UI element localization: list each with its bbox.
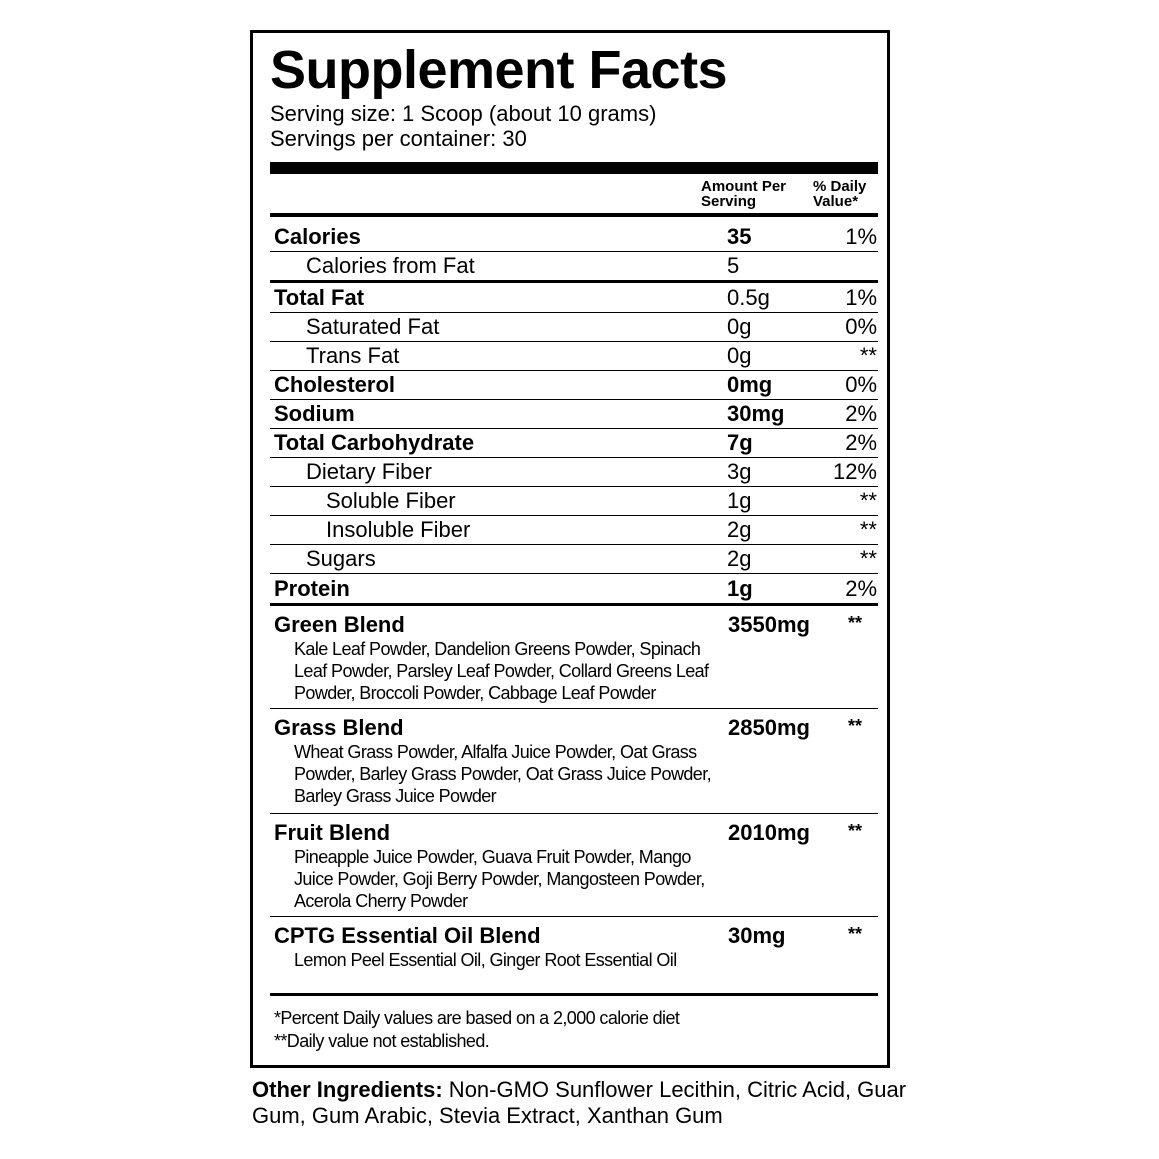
nutrient-dv: ** bbox=[859, 546, 877, 571]
blend-fruit bbox=[270, 814, 878, 917]
blend-grass bbox=[270, 709, 878, 814]
blend-amount: 2850mg bbox=[728, 715, 810, 740]
nutrient-amount: 1g bbox=[727, 576, 753, 601]
nutrient-dv: 1% bbox=[845, 224, 877, 249]
nutrient-row-trans-fat bbox=[270, 342, 878, 371]
nutrient-name: Saturated Fat bbox=[306, 314, 440, 339]
nutrient-row-soluble-fiber bbox=[270, 487, 878, 516]
nutrient-row-sodium bbox=[270, 400, 878, 429]
nutrient-name: Calories bbox=[274, 224, 361, 249]
nutrient-row-sugars bbox=[270, 545, 878, 574]
nutrient-row-cholesterol bbox=[270, 371, 878, 400]
nutrient-dv: 12% bbox=[832, 459, 877, 484]
nutrient-amount: 0mg bbox=[727, 372, 773, 397]
amount-header-line1: Amount Per bbox=[701, 178, 787, 195]
nutrient-amount: 35 bbox=[727, 224, 752, 249]
blend-name: Green Blend bbox=[274, 612, 405, 637]
blend-amount: 2010mg bbox=[728, 820, 810, 845]
nutrient-name: Insoluble Fiber bbox=[326, 517, 471, 542]
amount-per-serving-header bbox=[701, 179, 786, 209]
nutrient-name: Dietary Fiber bbox=[306, 459, 432, 484]
blend-name: Grass Blend bbox=[274, 715, 404, 740]
blend-amount: 30mg bbox=[728, 923, 786, 948]
nutrient-name: Protein bbox=[274, 576, 350, 601]
blend-dv: ** bbox=[847, 716, 862, 736]
nutrient-row-calories bbox=[270, 223, 878, 252]
nutrient-row-calories-from-fat bbox=[270, 252, 878, 283]
blend-ingredients: Kale Leaf Powder, Dandelion Greens Powder, Spinach Leaf Powder, Parsley Leaf Powder, Collard Greens Leaf Powder, Broccoli Powder, Cabbage Leaf Powder bbox=[294, 639, 709, 703]
other-ingredients bbox=[252, 1077, 912, 1129]
nutrient-amount: 7g bbox=[727, 430, 753, 455]
serving-size: Serving size: 1 Scoop (about 10 grams) bbox=[270, 101, 657, 126]
nutrient-name: Sugars bbox=[306, 546, 376, 571]
nutrient-dv: 0% bbox=[845, 314, 877, 339]
nutrient-amount: 0.5g bbox=[727, 285, 770, 310]
blend-dv: ** bbox=[847, 821, 862, 841]
nutrient-dv: 2% bbox=[845, 401, 877, 426]
nutrient-row-total-fat bbox=[270, 283, 878, 313]
nutrient-row-dietary-fiber bbox=[270, 458, 878, 487]
nutrient-name: Cholesterol bbox=[274, 372, 396, 397]
blend-name: CPTG Essential Oil Blend bbox=[274, 923, 541, 948]
blend-green bbox=[270, 606, 878, 709]
servings-per-container: Servings per container: 30 bbox=[270, 126, 527, 151]
nutrient-amount: 0g bbox=[727, 314, 752, 339]
footnote-divider bbox=[270, 993, 878, 996]
nutrient-amount: 2g bbox=[727, 517, 752, 542]
nutrient-amount: 1g bbox=[727, 488, 752, 513]
blend-name: Fruit Blend bbox=[274, 820, 391, 845]
blend-amount: 3550mg bbox=[728, 612, 810, 637]
blend-ingredients: Lemon Peel Essential Oil, Ginger Root Essential Oil bbox=[294, 950, 677, 970]
nutrient-name: Soluble Fiber bbox=[326, 488, 456, 513]
nutrient-name: Total Carbohydrate bbox=[274, 430, 475, 455]
nutrient-name: Calories from Fat bbox=[306, 253, 475, 278]
nutrient-row-protein bbox=[270, 574, 878, 606]
nutrient-dv: ** bbox=[859, 517, 877, 542]
footnote-not-established: **Daily value not established. bbox=[274, 1031, 490, 1051]
nutrient-dv: 2% bbox=[845, 430, 877, 455]
blend-dv: ** bbox=[847, 924, 862, 944]
nutrient-dv: 1% bbox=[845, 285, 877, 310]
nutrient-dv: 2% bbox=[845, 576, 877, 601]
nutrient-row-saturated-fat bbox=[270, 313, 878, 342]
blend-ingredients: Wheat Grass Powder, Alfalfa Juice Powder, Oat Grass Powder, Barley Grass Powder, Oat Grass Juice Powder, Barley Grass Juice Powder bbox=[294, 742, 711, 806]
dv-header-line1: % Daily bbox=[813, 178, 867, 195]
nutrient-name: Sodium bbox=[274, 401, 355, 426]
footnote-daily-value: *Percent Daily values are based on a 2,000 calorie diet bbox=[274, 1008, 680, 1028]
other-ingredients-text: Non-GMO Sunflower Lecithin, Citric Acid, Guar Gum, Gum Arabic, Stevia Extract, Xanthan Gum bbox=[252, 1077, 907, 1128]
other-ingredients-label: Other Ingredients: bbox=[252, 1077, 443, 1102]
nutrient-dv: ** bbox=[859, 488, 877, 513]
nutrient-amount: 5 bbox=[727, 253, 740, 278]
amount-header-line2: Serving bbox=[701, 193, 757, 210]
nutrient-amount: 2g bbox=[727, 546, 752, 571]
dv-header-line2: Value* bbox=[813, 193, 859, 210]
nutrient-row-insoluble-fiber bbox=[270, 516, 878, 545]
blend-ingredients: Pineapple Juice Powder, Guava Fruit Powder, Mango Juice Powder, Goji Berry Powder, Mangosteen Powder, Acerola Cherry Powder bbox=[294, 847, 705, 911]
nutrient-name: Total Fat bbox=[274, 285, 365, 310]
nutrient-amount: 30mg bbox=[727, 401, 785, 426]
blend-dv: ** bbox=[847, 613, 862, 633]
label-title: Supplement Facts bbox=[270, 40, 728, 100]
nutrient-amount: 3g bbox=[727, 459, 752, 484]
nutrient-dv: ** bbox=[859, 343, 877, 368]
header-divider bbox=[270, 213, 878, 217]
blend-cptg-essential-oil bbox=[270, 917, 878, 987]
nutrient-amount: 0g bbox=[727, 343, 752, 368]
supplement-facts-panel bbox=[250, 30, 890, 1068]
nutrient-row-total-carbohydrate bbox=[270, 429, 878, 458]
nutrient-dv: 0% bbox=[845, 372, 877, 397]
daily-value-header bbox=[813, 179, 866, 209]
nutrient-name: Trans Fat bbox=[306, 343, 400, 368]
thick-divider bbox=[270, 162, 878, 174]
